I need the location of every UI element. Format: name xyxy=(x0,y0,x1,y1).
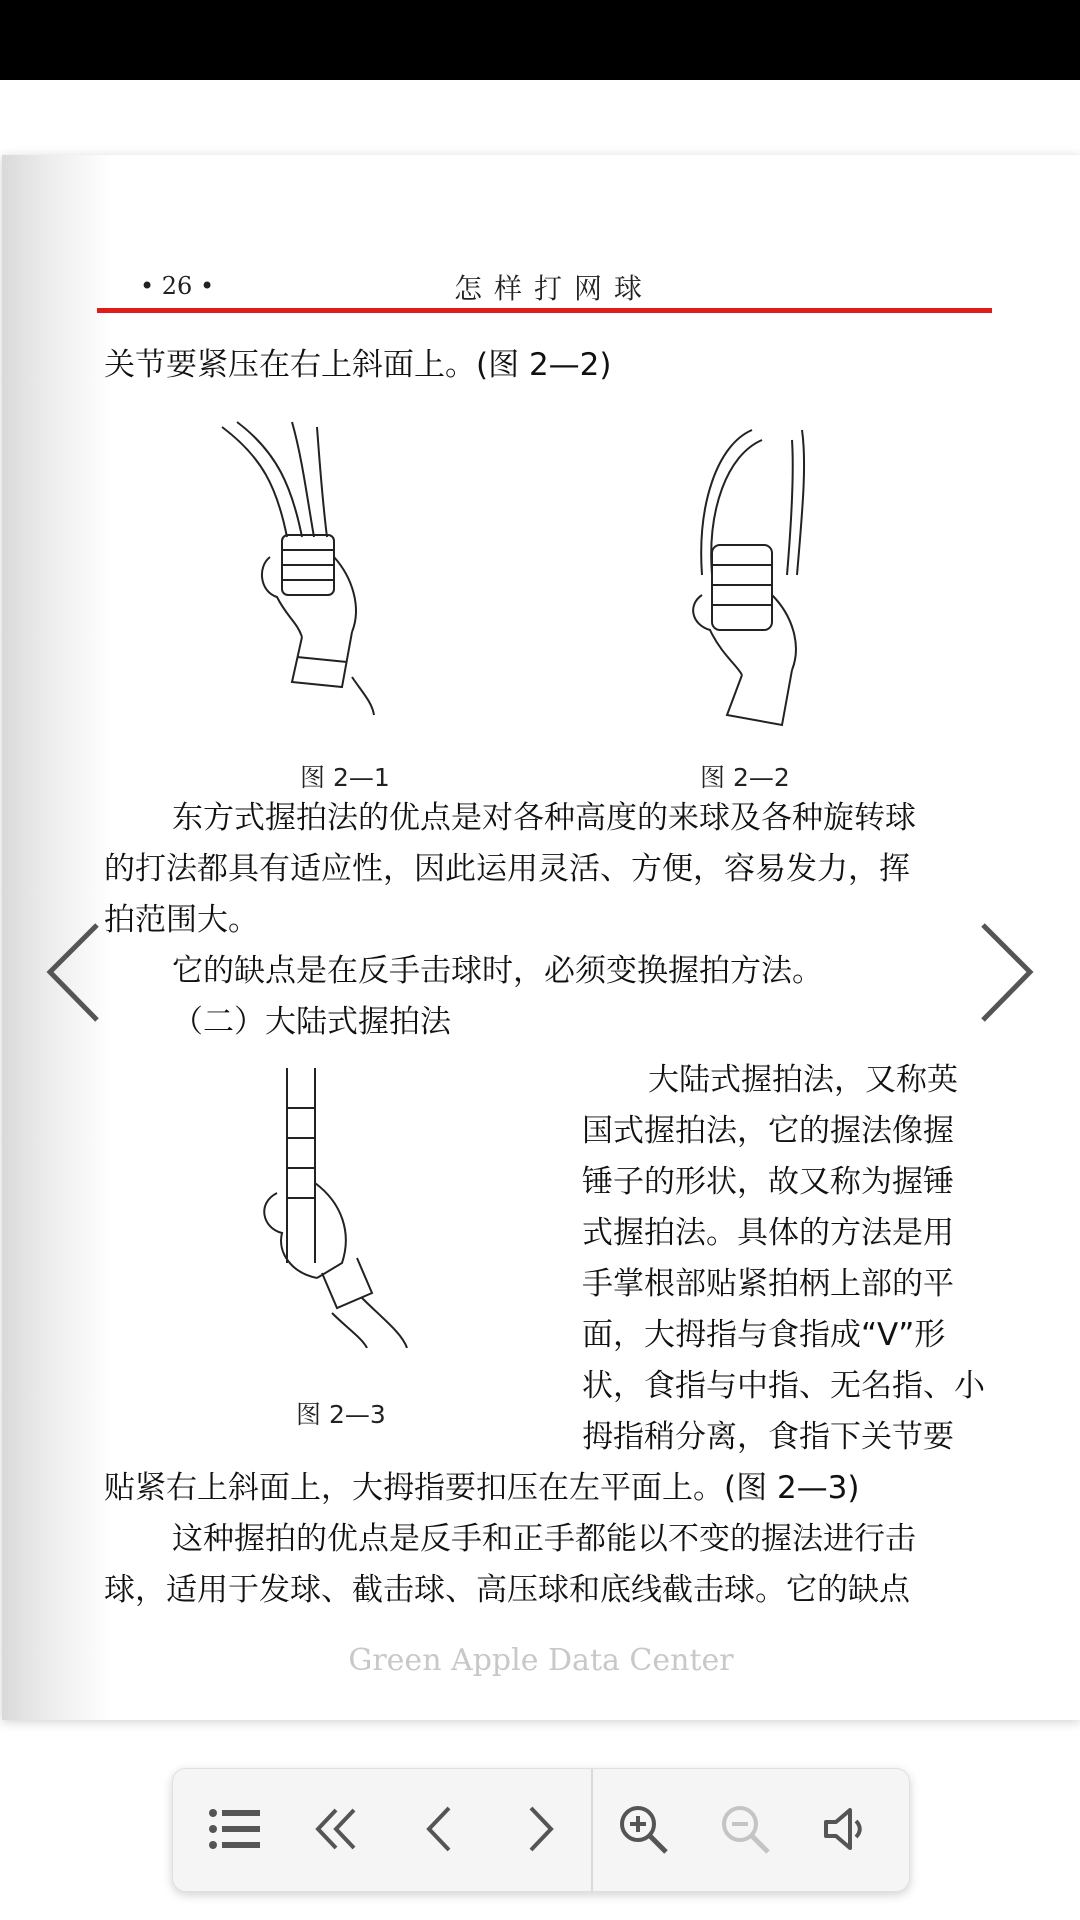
caption-2-2: 图 2—2 xyxy=(700,763,790,792)
side-text-line-1: 大陆式握拍法，又称英 xyxy=(648,1062,958,1098)
zoom-in-icon xyxy=(616,1802,670,1856)
header-rule xyxy=(97,308,992,313)
paragraph-4-line-2: 球，适用于发球、截击球、高压球和底线截击球。它的缺点 xyxy=(104,1572,910,1608)
paragraph-1 xyxy=(104,793,916,1048)
caption-2-1: 图 2—1 xyxy=(300,763,390,792)
paragraph-3 xyxy=(104,1463,916,1616)
side-text-line-5: 手掌根部贴紧拍柄上部的平 xyxy=(582,1266,954,1302)
side-text-line-4: 式握拍法。具体的方法是用 xyxy=(582,1215,954,1251)
book-title: 怎样打网球 xyxy=(454,272,655,305)
book-page xyxy=(2,155,1080,1720)
section-heading: （二）大陆式握拍法 xyxy=(172,1004,451,1040)
side-text-line-6: 面，大拇指与食指成“V”形 xyxy=(582,1317,946,1353)
double-chevron-left-icon xyxy=(312,1804,362,1854)
side-text xyxy=(582,1055,985,1463)
watermark: Green Apple Data Center xyxy=(348,1643,734,1678)
page-number: • 26 • xyxy=(140,272,215,300)
paragraph-1-line-2: 的打法都具有适应性，因此运用灵活、方便，容易发力，挥 xyxy=(104,851,910,887)
table-of-contents-button[interactable] xyxy=(203,1797,267,1861)
side-text-line-8: 拇指稍分离，食指下关节要 xyxy=(582,1419,954,1455)
chevron-right-icon xyxy=(521,1804,561,1854)
toolbar-divider xyxy=(591,1769,593,1891)
side-text-line-7: 状，食指与中指、无名指、小 xyxy=(582,1368,985,1404)
reader-toolbar xyxy=(172,1768,910,1892)
read-aloud-button[interactable] xyxy=(815,1797,879,1861)
text-line-1: 关节要紧压在右上斜面上。(图 2—2) xyxy=(104,347,612,383)
next-page-arrow-icon[interactable] xyxy=(978,920,1038,1025)
previous-page-button[interactable] xyxy=(407,1797,471,1861)
speaker-icon xyxy=(820,1802,874,1856)
status-bar xyxy=(0,0,1080,80)
next-page-button[interactable] xyxy=(509,1797,573,1861)
list-icon xyxy=(208,1807,262,1851)
paragraph-1-line-3: 拍范围大。 xyxy=(104,902,259,938)
caption-2-3: 图 2—3 xyxy=(296,1400,386,1429)
side-text-line-3: 锤子的形状，故又称为握锤 xyxy=(582,1164,954,1200)
prev-page-arrow-icon[interactable] xyxy=(42,920,102,1025)
paragraph-4-line-1: 这种握拍的优点是反手和正手都能以不变的握法进行击 xyxy=(172,1521,916,1557)
first-page-button[interactable] xyxy=(305,1797,369,1861)
zoom-out-icon xyxy=(718,1802,772,1856)
paragraph-3-line: 贴紧右上斜面上，大拇指要扣压在左平面上。(图 2—3) xyxy=(104,1470,860,1506)
zoom-out-button[interactable] xyxy=(713,1797,777,1861)
chevron-left-icon xyxy=(419,1804,459,1854)
paragraph-2: 它的缺点是在反手击球时，必须变换握拍方法。 xyxy=(172,953,823,989)
zoom-in-button[interactable] xyxy=(611,1797,675,1861)
paragraph-1-line-1: 东方式握拍法的优点是对各种高度的来球及各种旋转球 xyxy=(172,800,916,836)
side-text-line-2: 国式握拍法，它的握法像握 xyxy=(582,1113,954,1149)
